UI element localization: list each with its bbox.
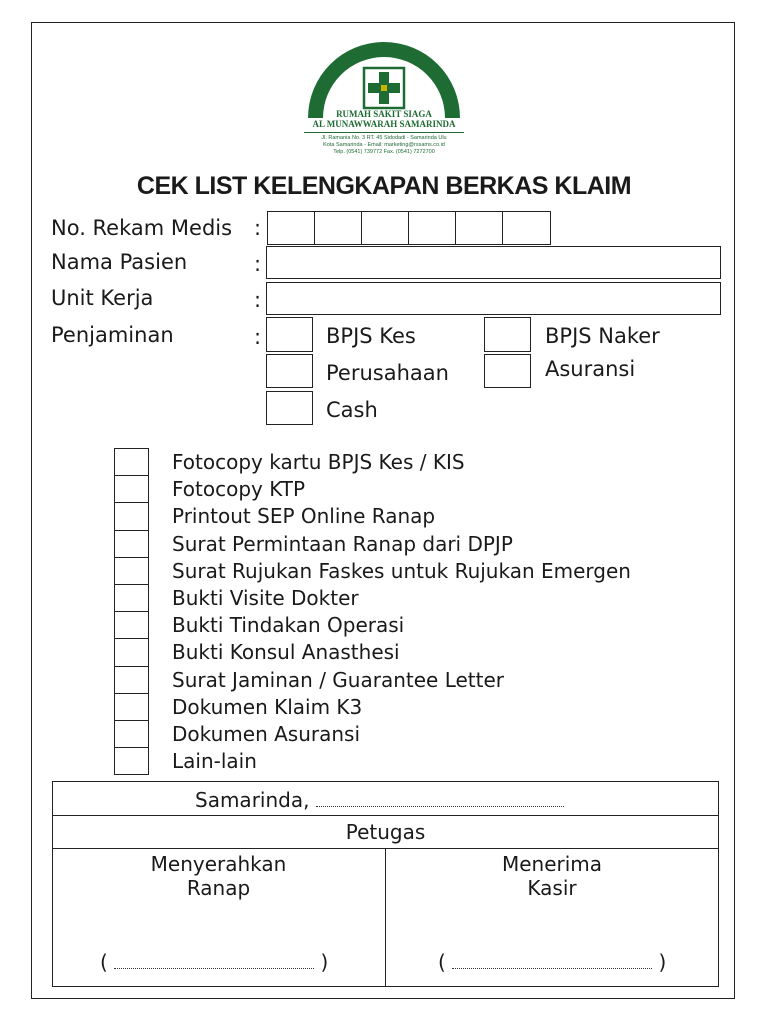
checklist-checkbox[interactable] — [114, 693, 149, 721]
right-role-label: Menerima — [501, 852, 603, 876]
rekam-medis-colon: : — [254, 216, 262, 240]
checklist-checkbox[interactable] — [114, 530, 149, 558]
signature-row-divider-1 — [52, 815, 719, 816]
city-label: Samarinda, — [195, 788, 310, 812]
unit-kerja-colon: : — [254, 288, 262, 312]
logo-divider — [304, 132, 464, 133]
cash-checkbox[interactable] — [266, 391, 313, 425]
hospital-address-line2: Kota Samarinda - Email: marketing@rssams.co.id — [323, 142, 445, 148]
hospital-address-line3: Telp. (0541) 739772 Fax. (0541) 7272700 — [333, 149, 435, 155]
right-signature-line — [438, 950, 678, 974]
bpjs-naker-label: BPJS Naker — [545, 324, 660, 348]
cash-label: Cash — [326, 398, 378, 422]
rekam-medis-label: No. Rekam Medis — [51, 216, 233, 240]
nama-pasien-label: Nama Pasien — [51, 250, 188, 274]
checklist-checkbox[interactable] — [114, 557, 149, 585]
checklist-checkbox[interactable] — [114, 502, 149, 530]
checklist-checkbox[interactable] — [114, 448, 149, 476]
hospital-address-line1: Jl. Ramania No. 3 RT. 45 Sidodadi - Samarinda Ulu — [321, 135, 447, 141]
checklist-checkbox[interactable] — [114, 475, 149, 503]
right-open-paren: ( — [438, 950, 446, 974]
checklist-checkbox[interactable] — [114, 611, 149, 639]
checklist-checkbox[interactable] — [114, 666, 149, 694]
checklist-item-label: Surat Permintaan Ranap dari DPJP — [172, 531, 513, 556]
asuransi-label: Asuransi — [545, 357, 636, 381]
nama-pasien-colon: : — [254, 252, 262, 276]
unit-kerja-field[interactable] — [266, 282, 721, 315]
asuransi-checkbox[interactable] — [484, 354, 531, 388]
bpjs-kes-label: BPJS Kes — [326, 324, 416, 348]
left-open-paren: ( — [100, 950, 108, 974]
right-close-paren: ) — [658, 950, 667, 974]
rekam-medis-digit-5[interactable] — [455, 211, 503, 245]
left-name-blank[interactable] — [114, 954, 314, 969]
checklist-checkbox[interactable] — [114, 584, 149, 612]
checklist-item-label: Dokumen Asuransi — [172, 722, 361, 746]
checklist-item-label: Bukti Tindakan Operasi — [172, 613, 405, 638]
perusahaan-checkbox[interactable] — [266, 354, 313, 388]
checklist-item-label: Bukti Konsul Anasthesi — [172, 640, 400, 665]
hospital-name-line1: RUMAH SAKIT SIAGA — [336, 109, 432, 119]
bpjs-naker-checkbox[interactable] — [484, 317, 531, 352]
checklist-item-label: Surat Jaminan / Guarantee Letter — [172, 667, 505, 692]
city-date-row — [195, 788, 595, 812]
rekam-medis-digit-6[interactable] — [502, 211, 551, 245]
form-title: CEK LIST KELENGKAPAN BERKAS KLAIM — [136, 172, 632, 200]
rekam-medis-digit-4[interactable] — [408, 211, 456, 245]
checklist-item-label: Surat Rujukan Faskes untuk Rujukan Emergen — [172, 558, 631, 583]
nama-pasien-field[interactable] — [266, 246, 721, 279]
penjaminan-colon: : — [254, 325, 262, 349]
checklist-checkbox[interactable] — [114, 638, 149, 666]
bpjs-kes-checkbox[interactable] — [266, 317, 313, 352]
perusahaan-label: Perusahaan — [326, 361, 449, 385]
rekam-medis-digit-1[interactable] — [267, 211, 315, 245]
checklist-item-label: Bukti Visite Dokter — [172, 586, 359, 610]
date-blank[interactable] — [316, 792, 564, 807]
rekam-medis-digit-2[interactable] — [314, 211, 362, 245]
checklist-item-label: Fotocopy kartu BPJS Kes / KIS — [172, 450, 465, 474]
hospital-logo — [300, 40, 468, 160]
hospital-name-line2: AL MUNAWWARAH SAMARINDA — [312, 119, 456, 129]
right-name-blank[interactable] — [452, 954, 652, 969]
left-signature-line — [100, 950, 340, 974]
checklist-checkbox[interactable] — [114, 747, 149, 775]
unit-kerja-label: Unit Kerja — [51, 286, 154, 310]
checklist-item-label: Fotocopy KTP — [172, 477, 306, 502]
rekam-medis-digit-3[interactable] — [361, 211, 409, 245]
checklist-item-label: Printout SEP Online Ranap — [172, 504, 436, 529]
checklist-item-label: Lain-lain — [172, 749, 257, 774]
left-unit-label: Ranap — [186, 876, 251, 900]
checklist-checkbox[interactable] — [114, 720, 149, 748]
right-unit-label: Kasir — [527, 876, 577, 900]
left-role-label: Menyerahkan — [150, 852, 287, 876]
petugas-label: Petugas — [345, 820, 426, 844]
hospital-cross-icon — [300, 40, 468, 120]
left-close-paren: ) — [320, 950, 329, 974]
penjaminan-label: Penjaminan — [51, 323, 174, 347]
checklist-item-label: Dokumen Klaim K3 — [172, 694, 363, 719]
